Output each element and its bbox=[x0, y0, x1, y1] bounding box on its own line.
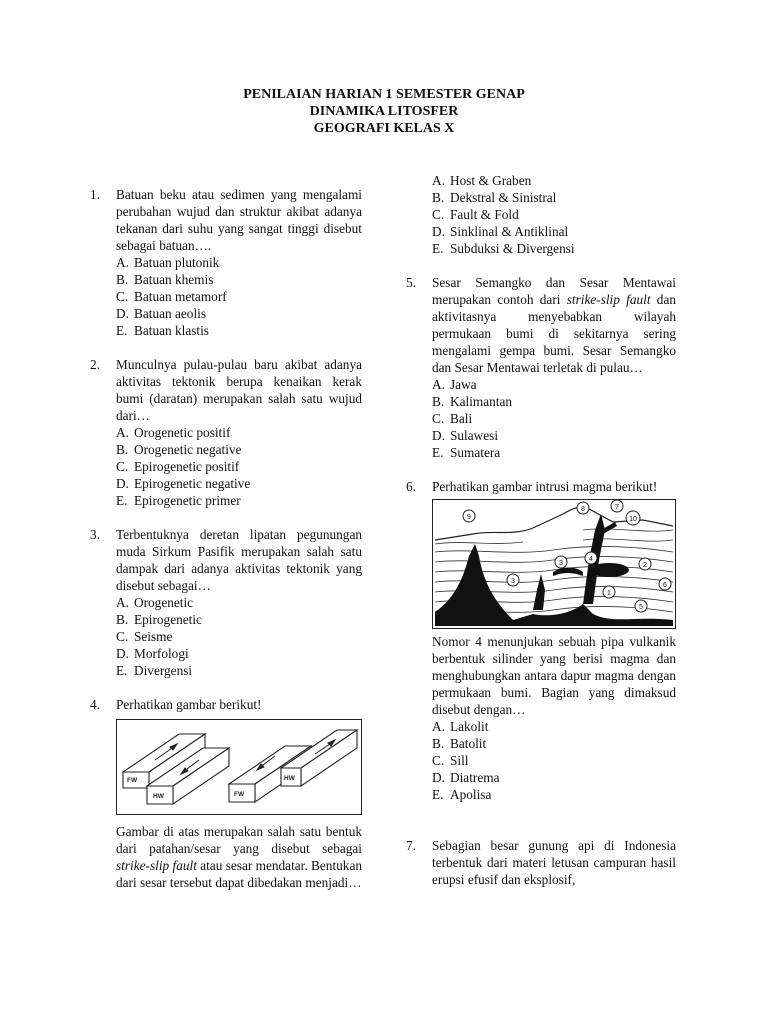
right-column bbox=[406, 172, 676, 888]
option-letter: D. bbox=[432, 428, 445, 443]
figure-number-6: 6 bbox=[663, 582, 667, 589]
figure-number-8: 8 bbox=[581, 506, 585, 513]
option-list bbox=[116, 254, 362, 339]
option-letter: B. bbox=[116, 442, 129, 457]
option-letter: B. bbox=[432, 394, 445, 409]
option-a[interactable] bbox=[432, 172, 676, 189]
exam-header bbox=[0, 86, 768, 137]
figure-number-3-lower: 3 bbox=[511, 578, 515, 585]
option-d[interactable] bbox=[432, 223, 676, 240]
option-letter: C. bbox=[116, 629, 129, 644]
option-text: Orogenetic bbox=[134, 595, 194, 610]
question-7 bbox=[406, 837, 676, 888]
option-a[interactable] bbox=[432, 376, 676, 393]
option-letter: A. bbox=[116, 255, 129, 270]
option-letter: A. bbox=[116, 595, 129, 610]
question-text: Sebagian besar gunung api di Indonesia terbentuk dari materi letusan campuran hasil erupsi efusif dan eksplosif, bbox=[432, 838, 676, 887]
option-text: Seisme bbox=[134, 629, 173, 644]
option-e[interactable] bbox=[432, 444, 676, 461]
option-text: Sulawesi bbox=[450, 428, 499, 443]
magma-intrusion-figure bbox=[432, 499, 676, 629]
option-a[interactable] bbox=[432, 718, 676, 735]
option-letter: B. bbox=[432, 736, 445, 751]
option-e[interactable] bbox=[116, 492, 362, 509]
question-text bbox=[432, 274, 676, 376]
option-letter: C. bbox=[432, 207, 445, 222]
figure-number-1: 1 bbox=[607, 590, 611, 597]
option-text: Batuan plutonik bbox=[134, 255, 220, 270]
option-d[interactable] bbox=[432, 427, 676, 444]
option-d[interactable] bbox=[432, 769, 676, 786]
question-6 bbox=[406, 478, 676, 803]
figure-number-2: 2 bbox=[643, 562, 647, 569]
question-number: 3. bbox=[90, 527, 100, 542]
strike-slip-fault-diagram bbox=[117, 720, 361, 814]
option-b[interactable] bbox=[432, 393, 676, 410]
figure-number-7: 7 bbox=[615, 504, 619, 511]
question-number: 2. bbox=[90, 357, 100, 372]
option-c[interactable] bbox=[116, 288, 362, 305]
question-text: Perhatikan gambar intrusi magma berikut! bbox=[432, 479, 658, 494]
figure-number-4: 4 bbox=[589, 556, 593, 563]
exam-subject: GEOGRAFI KELAS X bbox=[313, 121, 455, 136]
option-text: Fault & Fold bbox=[450, 207, 519, 222]
option-d[interactable] bbox=[116, 305, 362, 322]
option-text: Batuan aeolis bbox=[134, 306, 207, 321]
option-a[interactable] bbox=[116, 424, 362, 441]
magma-intrusion-diagram bbox=[433, 500, 675, 628]
option-letter: C. bbox=[432, 753, 445, 768]
question-text: Batuan beku atau sedimen yang mengalami perubahan wujud dan struktur akibat adanya tekanan dari suhu yang sangat tinggi disebut sebagai batuan…. bbox=[116, 187, 362, 253]
option-letter: D. bbox=[116, 646, 129, 661]
option-d[interactable] bbox=[116, 475, 362, 492]
option-text: Apolisa bbox=[450, 787, 492, 802]
option-text: Divergensi bbox=[134, 663, 193, 678]
option-letter: D. bbox=[116, 306, 129, 321]
option-list bbox=[432, 376, 676, 461]
figure-number-5: 5 bbox=[639, 604, 643, 611]
option-letter: E. bbox=[116, 493, 128, 508]
option-letter: A. bbox=[432, 173, 445, 188]
option-text: Subduksi & Divergensi bbox=[450, 241, 575, 256]
figure-number-3-upper: 3 bbox=[559, 560, 563, 567]
option-list bbox=[432, 718, 676, 803]
option-letter: D. bbox=[432, 224, 445, 239]
option-b[interactable] bbox=[432, 735, 676, 752]
figure-number-9: 9 bbox=[467, 514, 471, 521]
option-letter: E. bbox=[116, 323, 128, 338]
option-c[interactable] bbox=[432, 410, 676, 427]
option-d[interactable] bbox=[116, 645, 362, 662]
option-letter: D. bbox=[432, 770, 445, 785]
option-text: Sinklinal & Antiklinal bbox=[450, 224, 569, 239]
option-e[interactable] bbox=[432, 786, 676, 803]
option-text: Epirogenetic bbox=[134, 612, 202, 627]
question-text-part: dan aktivitasnya menyebabkan wilayah permukaan bumi di sekitarnya sering mengalami gempa bumi. Sesar Semangko dan Sesar Mentawai terletak di pulau… bbox=[432, 292, 677, 375]
question-number: 7. bbox=[406, 838, 416, 853]
option-letter: B. bbox=[432, 190, 445, 205]
option-text: Orogenetic negative bbox=[134, 442, 242, 457]
figure-caption: Nomor 4 menunjukan sebuah pipa vulkanik berbentuk silinder yang berisi magma dan menghubungkan antara dapur magma dengan permukaan bumi. Bagian yang dimaksud disebut dengan… bbox=[432, 634, 676, 717]
option-letter: E. bbox=[116, 663, 128, 678]
question-number: 4. bbox=[90, 697, 100, 712]
question-number: 5. bbox=[406, 275, 416, 290]
question-text: Munculnya pulau-pulau baru akibat adanya aktivitas tektonik berupa kenaikan kerak bumi (daratan) merupakan salah satu wujud dari… bbox=[116, 357, 362, 423]
option-letter: C. bbox=[116, 289, 129, 304]
option-letter: A. bbox=[432, 719, 445, 734]
option-text: Sill bbox=[450, 753, 469, 768]
option-a[interactable] bbox=[116, 254, 362, 271]
question-text: Perhatikan gambar berikut! bbox=[116, 697, 262, 712]
option-text: Orogenetic positif bbox=[134, 425, 231, 440]
option-text: Bali bbox=[450, 411, 473, 426]
option-text: Lakolit bbox=[450, 719, 489, 734]
option-b[interactable] bbox=[116, 611, 362, 628]
option-text: Epirogenetic primer bbox=[134, 493, 241, 508]
option-text: Sumatera bbox=[450, 445, 501, 460]
figure-number-10: 10 bbox=[629, 516, 637, 523]
option-e[interactable] bbox=[116, 662, 362, 679]
option-letter: C. bbox=[432, 411, 445, 426]
option-text: Epirogenetic positif bbox=[134, 459, 240, 474]
option-list bbox=[116, 424, 362, 509]
question-number: 1. bbox=[90, 187, 100, 202]
option-letter: E. bbox=[432, 445, 444, 460]
option-c[interactable] bbox=[116, 628, 362, 645]
option-text: Epirogenetic negative bbox=[134, 476, 251, 491]
option-text: Batuan metamorf bbox=[134, 289, 227, 304]
question-5 bbox=[406, 274, 676, 461]
exam-topic: DINAMIKA LITOSFER bbox=[309, 104, 459, 119]
fw-label-left: FW bbox=[127, 777, 138, 784]
option-letter: D. bbox=[116, 476, 129, 491]
option-letter: E. bbox=[432, 241, 444, 256]
question-number: 6. bbox=[406, 479, 416, 494]
question-2 bbox=[90, 356, 362, 509]
question-text: Terbentuknya deretan lipatan pegunungan muda Sirkum Pasifik merupakan salah satu dampak dari adanya aktivitas tektonik yang disebut sebagai… bbox=[116, 527, 362, 593]
option-e[interactable] bbox=[432, 240, 676, 257]
exam-title: PENILAIAN HARIAN 1 SEMESTER GENAP bbox=[243, 87, 525, 102]
option-text: Morfologi bbox=[134, 646, 189, 661]
caption-text: atau sesar mendatar. Bentukan dari sesar tersebut dapat dibedakan menjadi… bbox=[116, 858, 362, 890]
option-text: Batuan khemis bbox=[134, 272, 214, 287]
option-letter: A. bbox=[116, 425, 129, 440]
option-text: Host & Graben bbox=[450, 173, 532, 188]
hw-label-right: HW bbox=[284, 775, 295, 782]
option-c[interactable] bbox=[432, 752, 676, 769]
option-text: Batolit bbox=[450, 736, 487, 751]
option-letter: B. bbox=[116, 272, 129, 287]
option-text: Kalimantan bbox=[450, 394, 513, 409]
option-e[interactable] bbox=[116, 322, 362, 339]
option-b[interactable] bbox=[116, 271, 362, 288]
option-b[interactable] bbox=[116, 441, 362, 458]
option-text: Dekstral & Sinistral bbox=[450, 190, 557, 205]
figure-caption bbox=[116, 823, 362, 891]
hw-label-left: HW bbox=[153, 793, 164, 800]
caption-text: Gambar di atas merupakan salah satu bentuk dari patahan/sesar yang disebut sebagai bbox=[116, 824, 362, 856]
option-text: Batuan klastis bbox=[134, 323, 209, 338]
option-letter: E. bbox=[432, 787, 444, 802]
option-list bbox=[116, 594, 362, 679]
caption-italic-term: strike-slip fault bbox=[116, 858, 197, 873]
option-b[interactable] bbox=[432, 189, 676, 206]
option-a[interactable] bbox=[116, 594, 362, 611]
question-1 bbox=[90, 186, 362, 339]
left-column bbox=[90, 172, 362, 891]
option-c[interactable] bbox=[116, 458, 362, 475]
option-letter: C. bbox=[116, 459, 129, 474]
option-c[interactable] bbox=[432, 206, 676, 223]
fw-label-right: FW bbox=[234, 791, 245, 798]
question-4 bbox=[90, 696, 362, 891]
question-3 bbox=[90, 526, 362, 679]
option-text: Diatrema bbox=[450, 770, 500, 785]
q4-option-list bbox=[406, 172, 676, 257]
option-text: Jawa bbox=[450, 377, 477, 392]
option-letter: A. bbox=[432, 377, 445, 392]
option-letter: B. bbox=[116, 612, 129, 627]
strike-slip-fault-figure bbox=[116, 719, 362, 815]
question-italic-term: strike-slip fault bbox=[566, 292, 651, 307]
question-text-part: Sesar Semangko dan Sesar Mentawai merupakan contoh dari bbox=[432, 275, 676, 307]
